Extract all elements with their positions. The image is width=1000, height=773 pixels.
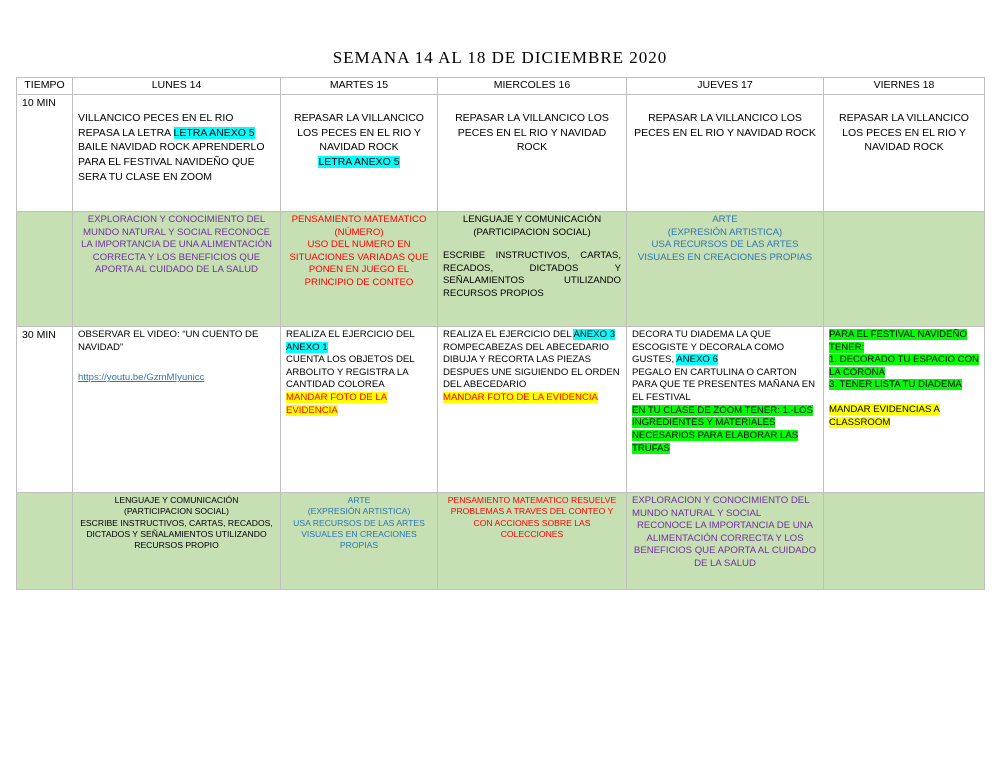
annex-highlight: ANEXO 3 xyxy=(573,328,616,340)
cell-text: REPASAR LA VILLANCICO LOS PECES EN EL RIO Y NAVIDAD ROCK xyxy=(294,111,424,154)
festival-note: PARA EL FESTIVAL NAVIDEÑO TENER: xyxy=(829,328,967,353)
cell-text: (EXPRESIÓN ARTISTICA) xyxy=(307,506,411,517)
festival-note: 3. TENER LISTA TU DIADEMA xyxy=(829,379,962,391)
header-jueves: JUEVES 17 xyxy=(627,78,824,95)
header-row xyxy=(17,78,985,95)
cell-text: USA RECURSOS DE LAS ARTES VISUALES EN CREACIONES PROPIAS xyxy=(293,517,425,551)
cell-mon-30 xyxy=(73,326,281,492)
time-cell: 10 MIN xyxy=(17,94,73,211)
cell-fri-30 xyxy=(824,326,985,492)
header-lunes: LUNES 14 xyxy=(73,78,281,95)
cell-wed-field2: PENSAMIENTO MATEMATICO RESUELVE PROBLEMAS A TRAVES DEL CONTEO Y CON ACCIONES SOBRE LAS COLECCIONES xyxy=(438,492,627,589)
cell-thu-30 xyxy=(627,326,824,492)
cell-text: BAILE NAVIDAD ROCK APRENDERLO PARA EL FESTIVAL NAVIDEÑO QUE SERA TU CLASE EN ZOOM xyxy=(78,141,265,183)
cell-wed-field xyxy=(438,211,627,326)
annex-highlight: ANEXO 6 xyxy=(676,354,718,366)
cell-text: CUENTA LOS OBJETOS DEL ARBOLITO Y REGISTRA LA CANTIDAD COLOREA xyxy=(286,354,415,391)
header-martes: MARTES 15 xyxy=(281,78,438,95)
time-cell-empty xyxy=(17,492,73,589)
cell-text: ROMPECABEZAS DEL ABECEDARIO DIBUJA Y RECORTA LAS PIEZAS DESPUES UNE SIGUIENDO EL ORDEN DEL ABECEDARIO xyxy=(443,341,620,391)
cell-fri-field xyxy=(824,211,985,326)
cell-tue-field xyxy=(281,211,438,326)
cell-text: DECORA TU DIADEMA LA QUE ESCOGISTE Y DECORALA COMO GUSTES, xyxy=(632,328,785,366)
cell-fri-10: REPASAR LA VILLANCICO LOS PECES EN EL RIO Y NAVIDAD ROCK xyxy=(824,94,985,211)
cell-text: (NÚMERO) xyxy=(334,226,384,238)
video-link[interactable]: https://youtu.be/GzmMIyunicc xyxy=(78,372,205,384)
row-10min xyxy=(17,94,985,211)
cell-text: VILLANCICO PECES EN EL RIO xyxy=(78,111,234,124)
row-fields-1 xyxy=(17,211,985,326)
annex-highlight: LETRA ANEXO 5 xyxy=(318,155,400,168)
cell-wed-10: REPASAR LA VILLANCICO LOS PECES EN EL RIO Y NAVIDAD ROCK xyxy=(438,94,627,211)
evidence-note: MANDAR FOTO DE LA EVIDENCIA xyxy=(443,392,598,404)
cell-text: PEGALO EN CARTULINA O CARTON PARA QUE TE PRESENTES MAÑANA EN EL FESTIVAL xyxy=(632,366,816,404)
cell-text: REALIZA EL EJERCICIO DEL xyxy=(443,328,574,340)
cell-tue-30 xyxy=(281,326,438,492)
cell-thu-field xyxy=(627,211,824,326)
cell-text: EXPLORACION Y CONOCIMIENTO DEL MUNDO NATURAL Y SOCIAL xyxy=(632,494,810,519)
cell-text: ARTE xyxy=(712,213,738,225)
cell-thu-field2 xyxy=(627,492,824,589)
row-fields-2 xyxy=(17,492,985,589)
cell-text: LENGUAJE Y COMUNICACIÓN xyxy=(114,494,239,505)
cell-text: (PARTICIPACION SOCIAL) xyxy=(473,226,591,238)
cell-text: REALIZA EL EJERCICIO DEL xyxy=(286,328,415,340)
annex-highlight: ANEXO 1 xyxy=(286,341,328,353)
cell-mon-field: EXPLORACION Y CONOCIMIENTO DEL MUNDO NATURAL Y SOCIAL RECONOCE LA IMPORTANCIA DE UNA ALIMENTACIÓN CORRECTA Y LOS BENEFICIOS QUE APORTA AL CUIDADO DE LA SALUD xyxy=(73,211,281,326)
festival-note: 1. DECORADO TU ESPACIO CON LA CORONA xyxy=(829,354,979,378)
page-title: SEMANA 14 AL 18 DE DICIEMBRE 2020 xyxy=(332,48,668,67)
zoom-note: EN TU CLASE DE ZOOM TENER: 1.-LOS INGREDIENTES Y MATERIALES NECESARIOS PARA ELABORAR LAS TRUFAS xyxy=(632,404,813,454)
cell-fri-field2 xyxy=(824,492,985,589)
cell-text: PENSAMIENTO MATEMATICO xyxy=(291,213,427,225)
cell-tue-10 xyxy=(281,94,438,211)
cell-text: (EXPRESIÓN ARTISTICA) xyxy=(667,226,783,238)
cell-tue-field2 xyxy=(281,492,438,589)
time-cell: 30 MIN xyxy=(17,326,73,492)
cell-text: ARTE xyxy=(347,494,371,505)
time-cell-empty xyxy=(17,211,73,326)
header-viernes: VIERNES 18 xyxy=(824,78,985,95)
cell-text: USO DEL NUMERO EN SITUACIONES VARIADAS QUE PONEN EN JUEGO EL PRINCIPIO DE CONTEO xyxy=(289,239,429,289)
annex-highlight: LETRA ANEXO 5 xyxy=(173,126,255,139)
header-miercoles: MIERCOLES 16 xyxy=(438,78,627,95)
schedule-table xyxy=(16,77,985,590)
cell-text: ESCRIBE INSTRUCTIVOS, CARTAS, RECADOS, DICTADOS Y SEÑALAMIENTOS UTILIZANDO RECURSOS PROPIO xyxy=(80,517,273,551)
cell-text: LENGUAJE Y COMUNICACIÓN xyxy=(462,213,602,225)
cell-mon-10 xyxy=(73,94,281,211)
evidence-note: MANDAR FOTO DE LA EVIDENCIA xyxy=(286,392,388,416)
cell-text: RECONOCE LA IMPORTANCIA DE UNA ALIMENTACIÓN CORRECTA Y LOS BENEFICIOS QUE APORTA AL CUIDADO DE LA SALUD xyxy=(633,520,817,570)
row-30min xyxy=(17,326,985,492)
evidence-note: MANDAR EVIDENCIAS A CLASSROOM xyxy=(829,404,940,428)
cell-text: ESCRIBE INSTRUCTIVOS, CARTAS, RECADOS, DICTADOS Y SEÑALAMIENTOS UTILIZANDO RECURSOS PROPIOS xyxy=(443,250,621,300)
cell-wed-30 xyxy=(438,326,627,492)
cell-text: (PARTICIPACION SOCIAL) xyxy=(123,506,230,517)
cell-text: OBSERVAR EL VIDEO: “UN CUENTO DE NAVIDAD” xyxy=(78,328,259,353)
cell-text: USA RECURSOS DE LAS ARTES VISUALES EN CREACIONES PROPIAS xyxy=(637,239,813,263)
header-tiempo: TIEMPO xyxy=(17,78,73,95)
cell-mon-field2 xyxy=(73,492,281,589)
cell-text: REPASA LA LETRA xyxy=(78,126,174,139)
cell-thu-10: REPASAR LA VILLANCICO LOS PECES EN EL RIO Y NAVIDAD ROCK xyxy=(627,94,824,211)
